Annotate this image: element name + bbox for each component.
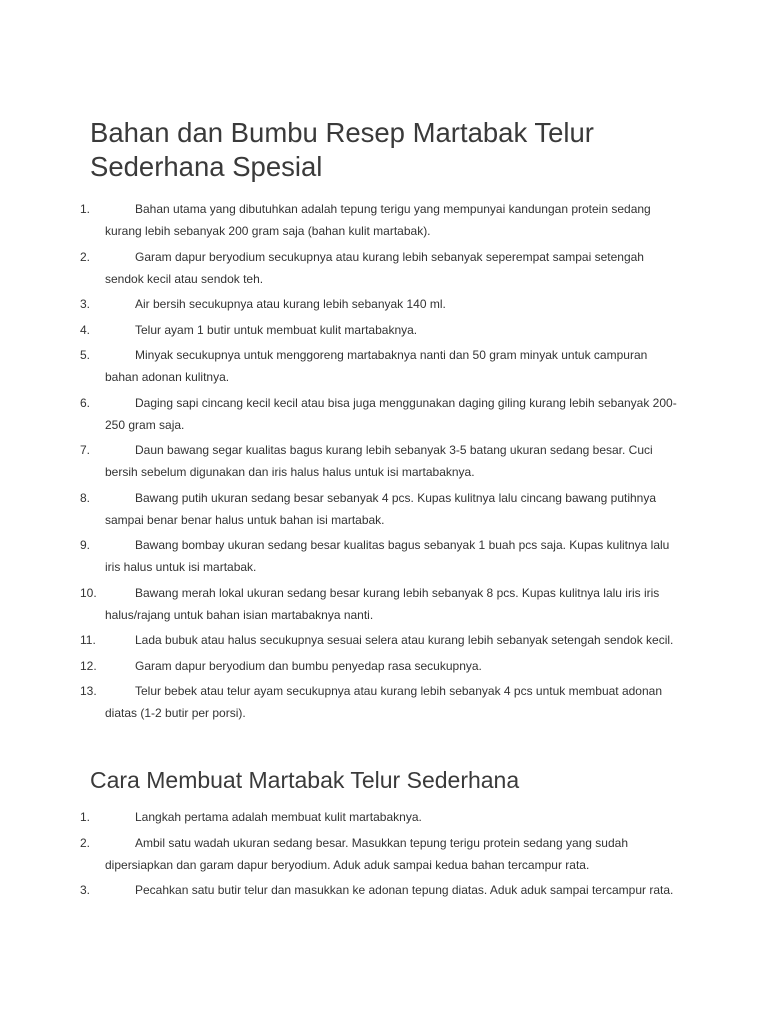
method-steps-list [0,806,768,905]
list-item-number: 6. [80,395,91,410]
list-item [0,246,768,290]
list-item [0,319,768,341]
list-item-text: Ambil satu wadah ukuran sedang besar. Masukkan tepung terigu protein sedang yang sudah dipersiapkan dan garam dapur beryodium. Aduk aduk sampai kedua bahan tercampur rata. [105,835,628,872]
list-item-number: 4. [80,322,91,337]
list-item [0,392,768,436]
list-item [0,629,768,651]
list-item [0,198,768,242]
ingredients-list [0,198,768,728]
list-item-text: Garam dapur beryodium dan bumbu penyedap rasa secukupnya. [135,658,482,673]
section-title-ingredients: Bahan dan Bumbu Resep Martabak Telur Sederhana Spesial [90,117,594,182]
list-item-text: Minyak secukupnya untuk menggoreng martabaknya nanti dan 50 gram minyak untuk campuran bahan adonan kulitnya. [105,348,648,384]
list-item [0,487,768,531]
list-item-number: 11. [80,633,96,647]
list-item-number: 2. [80,835,91,850]
list-item-text: Daging sapi cincang kecil kecil atau bisa juga menggunakan daging giling kurang lebih sebanyak 200-250 gram saja. [105,395,677,432]
list-item-text: Bahan utama yang dibutuhkan adalah tepung terigu yang mempunyai kandungan protein sedang kurang lebih sebanyak 200 gram saja (bahan kulit martabak). [105,202,651,238]
list-item-text: Bawang putih ukuran sedang besar sebanyak 4 pcs. Kupas kulitnya lalu cincang bawang putihnya sampai benar benar halus untuk bahan isi martabak. [105,490,657,527]
list-item-text: Bawang merah lokal ukuran sedang besar kurang lebih sebanyak 8 pcs. Kupas kulitnya lalu iris iris halus/rajang untuk bahan isian martabaknya nanti. [105,585,660,622]
list-item-number: 7. [80,443,91,457]
list-item [0,534,768,578]
list-item-number: 8. [80,490,91,505]
list-item [0,582,768,626]
list-item-number: 10. [80,585,97,600]
list-item-text: Garam dapur beryodium secukupnya atau kurang lebih sebanyak seperempat sampai setengah sendok kecil atau sendok teh. [105,249,644,286]
list-item-text: Telur ayam 1 butir untuk membuat kulit martabaknya. [135,322,418,337]
list-item [0,806,768,828]
list-item-number: 1. [80,202,91,216]
list-item-number: 3. [80,883,91,897]
list-item [0,832,768,876]
list-item-text: Telur bebek atau telur ayam secukupnya atau kurang lebih sebanyak 4 pcs untuk membuat adonan diatas (1-2 butir per porsi). [105,684,663,720]
list-item [0,293,768,315]
list-item-text: Lada bubuk atau halus secukupnya sesuai selera atau kurang lebih sebanyak setengah sendok kecil. [135,633,674,647]
list-item-text: Langkah pertama adalah membuat kulit martabaknya. [135,810,422,824]
list-item-number: 2. [80,249,91,264]
list-item [0,680,768,724]
list-item [0,879,768,901]
list-item-text: Pecahkan satu butir telur dan masukkan ke adonan tepung diatas. Aduk aduk sampai tercampur rata. [135,883,674,897]
list-item [0,344,768,388]
list-item-number: 1. [80,810,91,824]
list-item-text: Bawang bombay ukuran sedang besar kualitas bagus sebanyak 1 buah pcs saja. Kupas kulitnya lalu iris halus untuk isi martabak. [105,538,670,574]
list-item [0,655,768,677]
list-item-text: Air bersih secukupnya atau kurang lebih sebanyak 140 ml. [135,297,446,311]
list-item-number: 9. [80,538,91,552]
section-title-method: Cara Membuat Martabak Telur Sederhana [90,767,520,793]
list-item-number: 3. [80,297,91,311]
list-item-text: Daun bawang segar kualitas bagus kurang lebih sebanyak 3-5 batang ukuran sedang besar. Cuci bersih sebelum digunakan dan iris halus halus untuk isi martabaknya. [105,443,653,479]
list-item-number: 12. [80,658,97,673]
list-item-number: 5. [80,348,91,362]
list-item [0,439,768,483]
list-item-number: 13. [80,684,97,698]
